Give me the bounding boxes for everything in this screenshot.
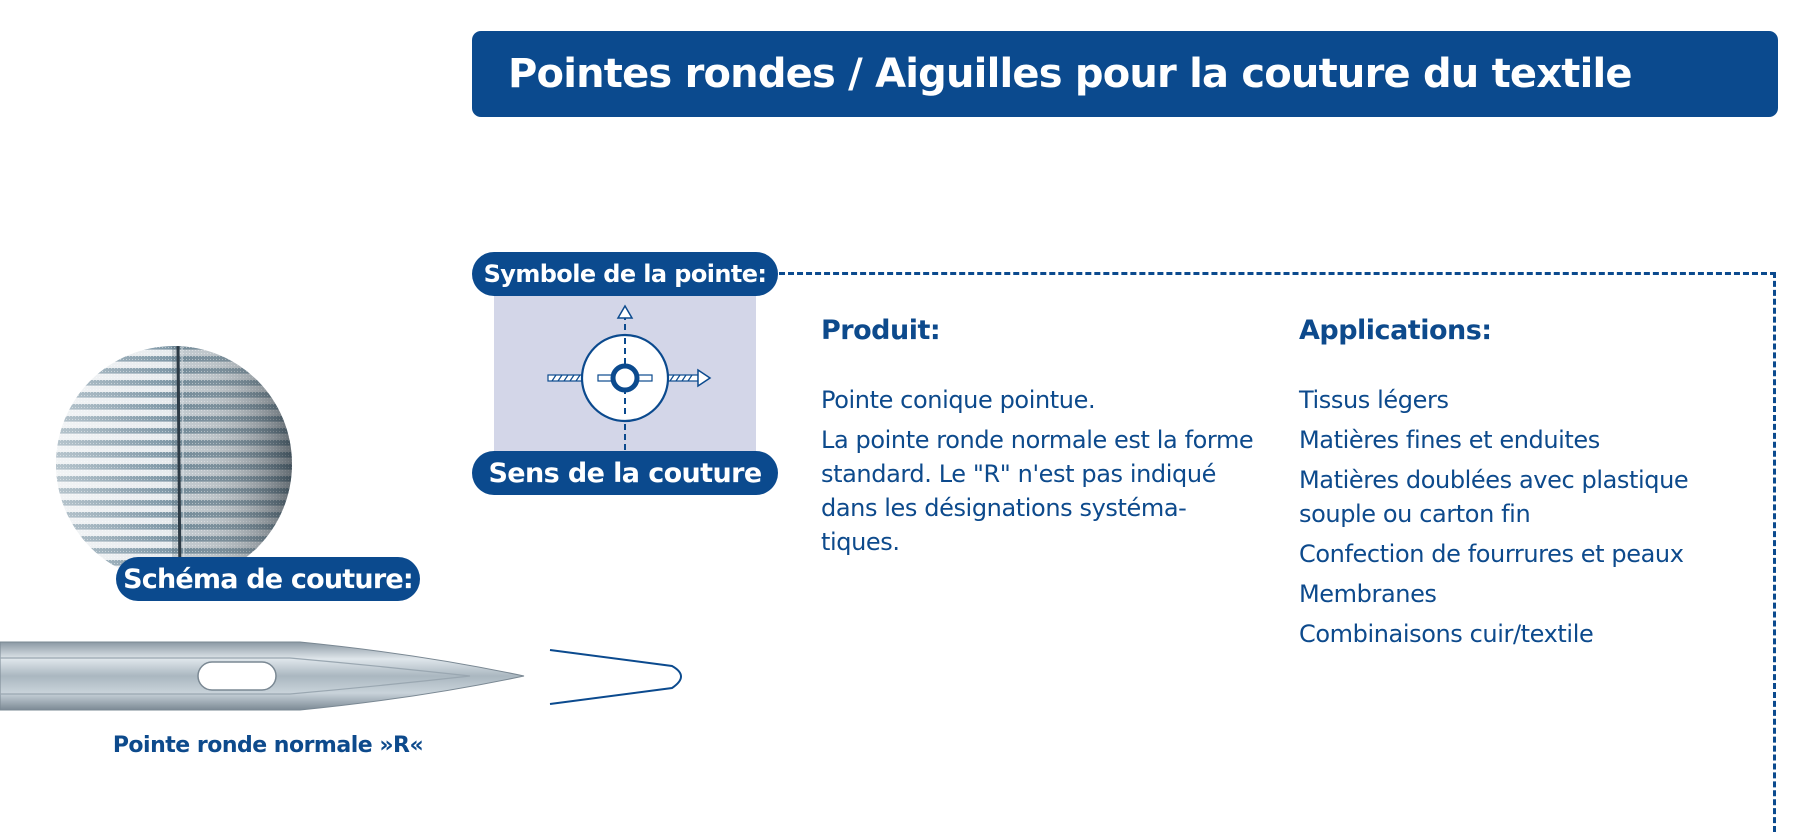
title-banner	[472, 31, 1778, 117]
list-item: Matières fines et enduites	[1299, 426, 1600, 454]
list-item: Matières doublées avec plastique souple ou carton fin	[1299, 466, 1689, 528]
fabric-seam-closeup-image	[54, 344, 294, 584]
applications-list	[1299, 383, 1739, 657]
list-item: Combinaisons cuir/textile	[1299, 620, 1594, 648]
produit-description	[821, 383, 1261, 565]
list-item: Confection de fourrures et peaux	[1299, 540, 1684, 568]
symbol-label: Symbole de la pointe:	[472, 252, 778, 296]
produit-paragraph: La pointe ronde normale est la forme standard. Le "R" n'est pas indiqué dans les désignations systéma-tiques.	[821, 426, 1254, 556]
needle-point-symbol-icon	[494, 294, 756, 462]
page-title: Pointes rondes / Aiguilles pour la couture du textile	[508, 51, 1632, 97]
produit-paragraph: Pointe conique pointue.	[821, 386, 1096, 414]
applications-heading: Applications:	[1299, 315, 1492, 346]
produit-heading: Produit:	[821, 315, 941, 346]
sewing-direction-label: Sens de la couture	[472, 451, 778, 495]
list-item: Membranes	[1299, 580, 1437, 608]
needle-point-illustration-image	[0, 636, 700, 716]
list-item: Tissus légers	[1299, 386, 1449, 414]
sewing-pattern-label: Schéma de couture:	[116, 557, 420, 601]
needle-caption: Pointe ronde normale »R«	[112, 733, 424, 758]
